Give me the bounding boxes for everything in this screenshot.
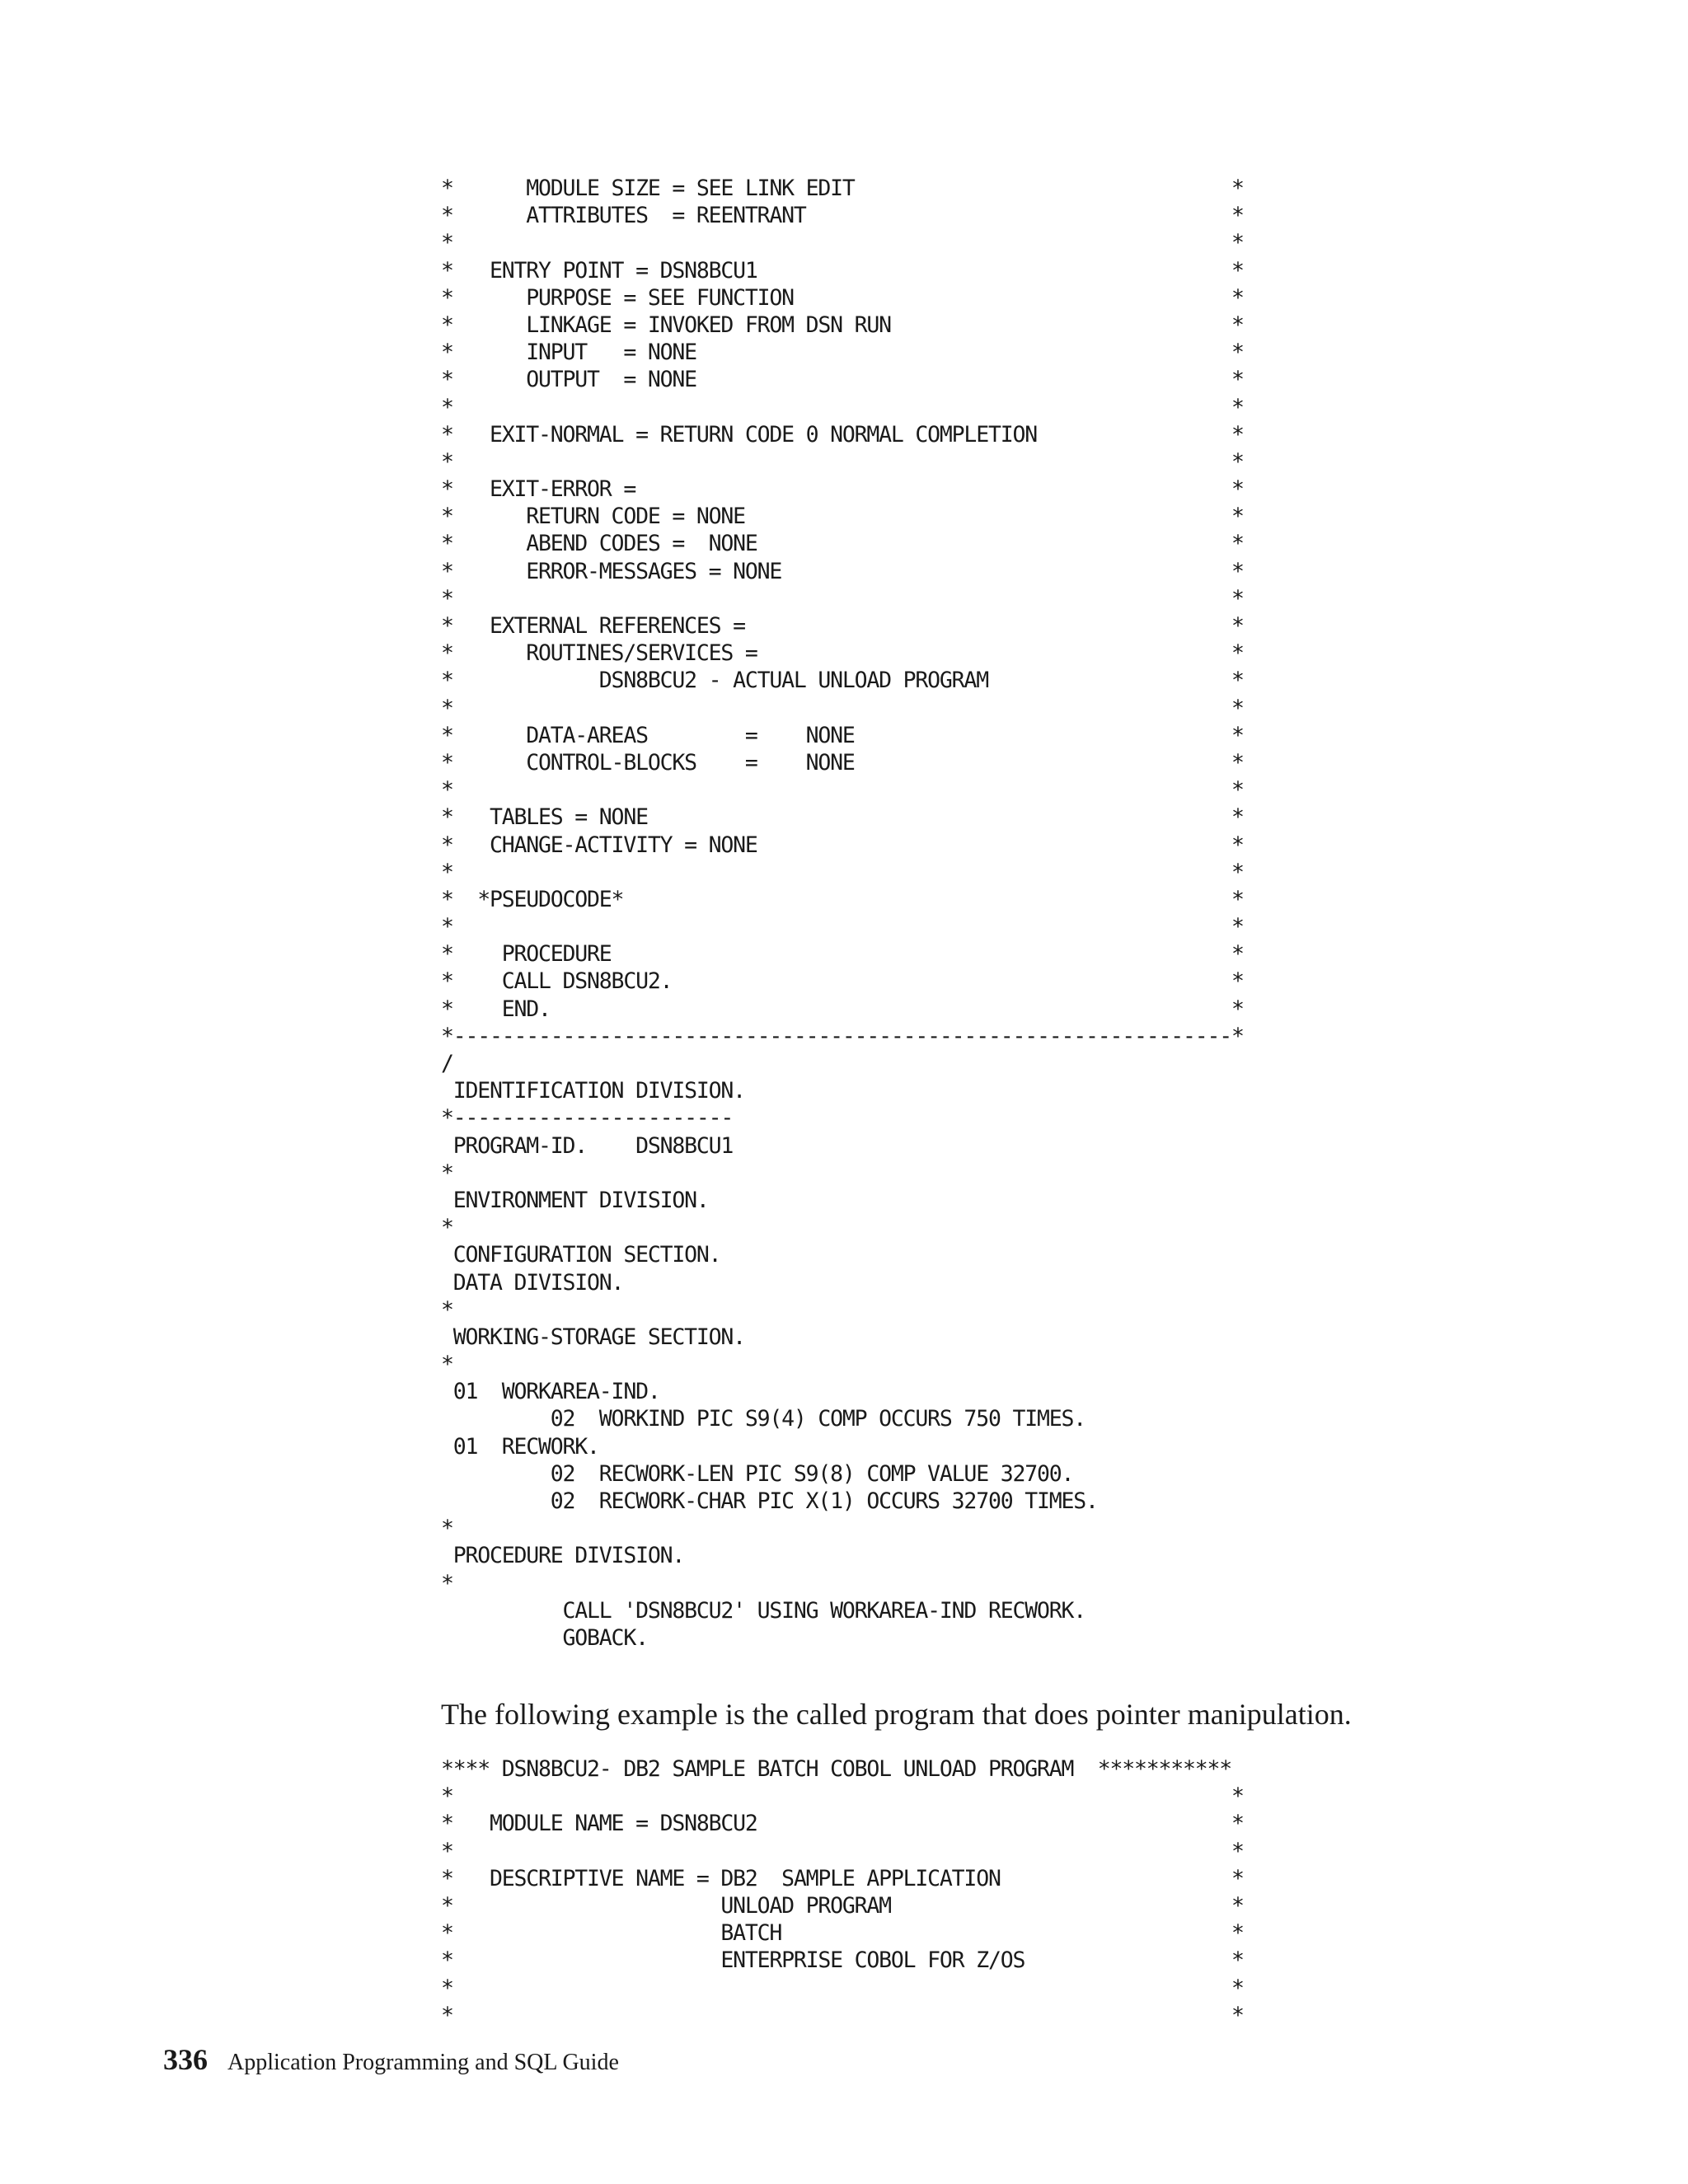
code-line: * EXTERNAL REFERENCES = * xyxy=(441,613,1244,639)
code-line: * ENTERPRISE COBOL FOR Z/OS * xyxy=(441,1947,1244,1974)
code-line: * * xyxy=(441,1838,1244,1864)
code-line: * BATCH * xyxy=(441,1920,1244,1947)
code-line: * * xyxy=(441,2002,1244,2028)
code-line: * * xyxy=(441,585,1244,612)
code-listing-dsn8bcu2 xyxy=(441,1755,1244,2029)
code-line: * OUTPUT = NONE * xyxy=(441,367,1244,393)
code-line: * TABLES = NONE * xyxy=(441,804,1244,831)
code-line: / xyxy=(441,1051,453,1076)
code-line: DATA DIVISION. xyxy=(441,1269,624,1296)
code-line: ENVIRONMENT DIVISION. xyxy=(441,1187,709,1213)
code-line: * ATTRIBUTES = REENTRANT * xyxy=(441,203,1244,229)
code-line: * EXIT-ERROR = * xyxy=(441,476,1244,503)
code-line: IDENTIFICATION DIVISION. xyxy=(441,1078,745,1104)
code-line: * DATA-AREAS = NONE * xyxy=(441,722,1244,748)
code-line: PROGRAM-ID. DSN8BCU1 xyxy=(441,1132,734,1159)
code-line: CALL 'DSN8BCU2' USING WORKAREA-IND RECWORK. xyxy=(441,1597,1085,1624)
code-line: *----------------------------------------------------------------* xyxy=(441,1023,1244,1049)
code-line: * * xyxy=(441,394,1244,420)
code-line: * CHANGE-ACTIVITY = NONE * xyxy=(441,832,1244,858)
code-line: * xyxy=(441,1160,453,1186)
code-line: * INPUT = NONE * xyxy=(441,340,1244,366)
code-line: * xyxy=(441,1296,453,1323)
code-line: * ENTRY POINT = DSN8BCU1 * xyxy=(441,257,1244,284)
code-line: * ERROR-MESSAGES = NONE * xyxy=(441,558,1244,584)
code-line: * MODULE SIZE = SEE LINK EDIT * xyxy=(441,176,1244,201)
code-line: * PROCEDURE * xyxy=(441,941,1244,968)
code-line: PROCEDURE DIVISION. xyxy=(441,1543,685,1569)
code-line: CONFIGURATION SECTION. xyxy=(441,1242,721,1268)
code-line: 01 RECWORK. xyxy=(441,1433,599,1460)
code-line: 02 WORKIND PIC S9(4) COMP OCCURS 750 TIMES. xyxy=(441,1406,1085,1432)
code-line: GOBACK. xyxy=(441,1624,648,1651)
code-line: 02 RECWORK-LEN PIC S9(8) COMP VALUE 32700. xyxy=(441,1460,1074,1487)
code-line: 02 RECWORK-CHAR PIC X(1) OCCURS 32700 TIMES. xyxy=(441,1488,1098,1514)
code-line: * EXIT-NORMAL = RETURN CODE 0 NORMAL COMPLETION * xyxy=(441,421,1244,448)
running-title: Application Programming and SQL Guide xyxy=(227,2050,619,2075)
code-line: * DESCRIPTIVE NAME = DB2 SAMPLE APPLICATION * xyxy=(441,1865,1244,1891)
code-line: * xyxy=(441,1516,453,1542)
code-line: * END. * xyxy=(441,996,1244,1022)
code-line: * DSN8BCU2 - ACTUAL UNLOAD PROGRAM * xyxy=(441,668,1244,694)
code-line: * * xyxy=(441,777,1244,804)
code-line: * ABEND CODES = NONE * xyxy=(441,531,1244,557)
code-line: * PURPOSE = SEE FUNCTION * xyxy=(441,284,1244,311)
page-number: 336 xyxy=(163,2043,208,2076)
page-footer xyxy=(163,2042,619,2077)
code-line: *----------------------- xyxy=(441,1105,734,1132)
code-line: * ROUTINES/SERVICES = * xyxy=(441,640,1244,667)
code-listing-dsn8bcu1 xyxy=(441,175,1244,1652)
code-line: * xyxy=(441,1215,453,1241)
code-line: * CONTROL-BLOCKS = NONE * xyxy=(441,749,1244,776)
code-line: * * xyxy=(441,1783,1244,1810)
code-line: * * xyxy=(441,914,1244,940)
code-line: * * xyxy=(441,695,1244,721)
code-line: WORKING-STORAGE SECTION. xyxy=(441,1324,745,1350)
code-line: **** DSN8BCU2- DB2 SAMPLE BATCH COBOL UNLOAD PROGRAM *********** xyxy=(441,1756,1232,1782)
code-line: * * xyxy=(441,859,1244,885)
code-line: * LINKAGE = INVOKED FROM DSN RUN * xyxy=(441,312,1244,338)
code-line: 01 WORKAREA-IND. xyxy=(441,1379,660,1405)
intro-paragraph: The following example is the called program that does pointer manipulation. xyxy=(441,1698,1352,1731)
code-line: * xyxy=(441,1352,453,1378)
code-line: * xyxy=(441,1570,453,1596)
code-line: * MODULE NAME = DSN8BCU2 * xyxy=(441,1811,1244,1837)
code-line: * * xyxy=(441,448,1244,475)
code-line: * UNLOAD PROGRAM * xyxy=(441,1892,1244,1919)
code-line: * * xyxy=(441,230,1244,256)
code-line: * * xyxy=(441,1975,1244,2001)
code-line: * RETURN CODE = NONE * xyxy=(441,504,1244,530)
code-line: * *PSEUDOCODE* * xyxy=(441,886,1244,912)
code-line: * CALL DSN8BCU2. * xyxy=(441,968,1244,995)
